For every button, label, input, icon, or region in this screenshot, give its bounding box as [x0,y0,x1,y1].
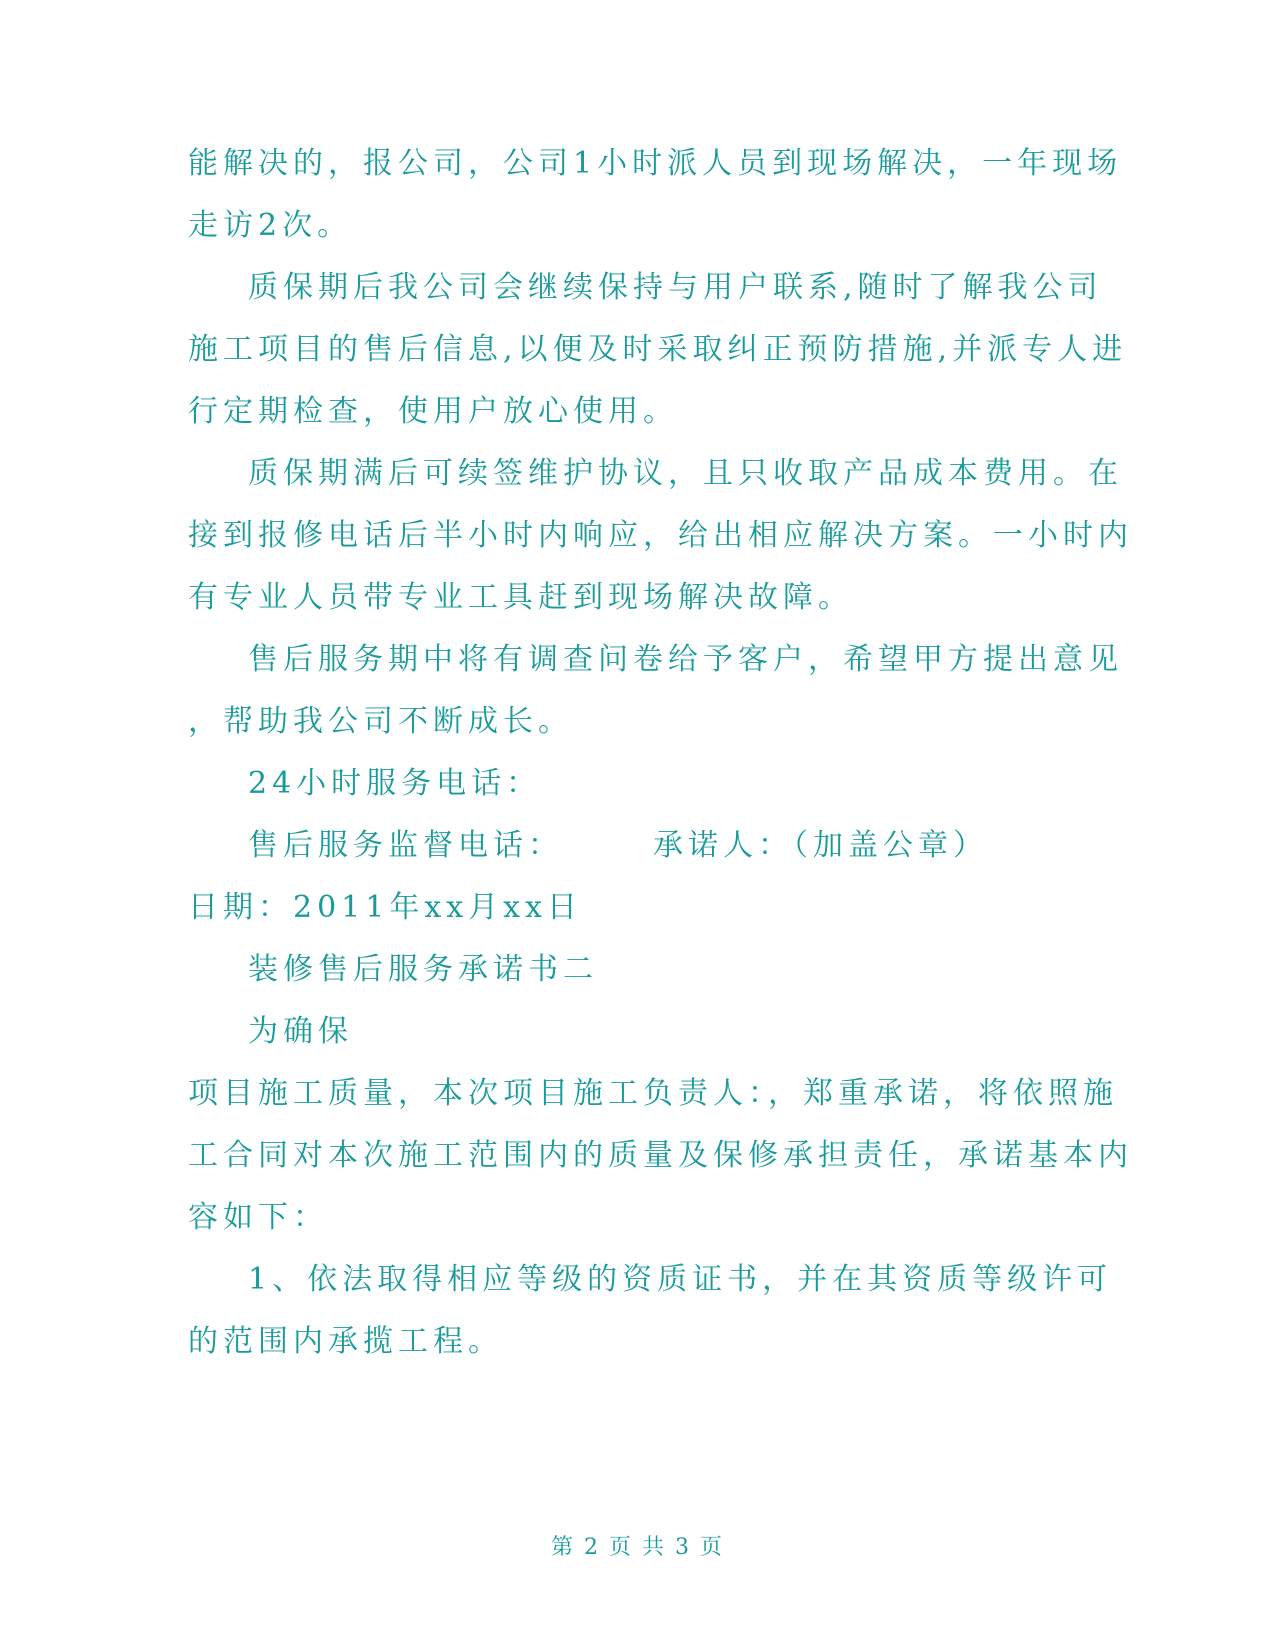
paragraph-line: 施工项目的售后信息,以便及时采取纠正预防措施,并派专人进 [188,332,1128,367]
list-item-line: 1、依法取得相应等级的资质证书，并在其资质等级许可 [248,1262,1113,1297]
paragraph-line: 为确保 [248,1014,353,1049]
paragraph-line: 有专业人员带专业工具赶到现场解决故障。 [188,580,853,615]
section-title: 装修售后服务承诺书二 [248,952,598,987]
supervision-phone-line: 售后服务监督电话： 承诺人：（加盖公章） [248,828,988,863]
paragraph-line: 售后服务期中将有调查问卷给予客户，希望甲方提出意见 [248,642,1123,677]
date-line: 日期：2011年xx月xx日 [188,890,583,925]
paragraph-line: 项目施工质量，本次项目施工负责人：，郑重承诺，将依照施 [188,1076,1118,1111]
list-item-line: 的范围内承揽工程。 [188,1324,503,1359]
paragraph-line: ，帮助我公司不断成长。 [188,704,573,739]
paragraph-line: 质保期后我公司会继续保持与用户联系,随时了解我公司 [248,270,1103,305]
paragraph-line: 接到报修电话后半小时内响应，给出相应解决方案。一小时内 [188,518,1133,553]
service-phone-line: 24小时服务电话： [248,766,542,801]
paragraph-line: 走访2次。 [188,208,353,243]
paragraph-line: 行定期检查，使用户放心使用。 [188,394,678,429]
paragraph-line: 质保期满后可续签维护协议，且只收取产品成本费用。在 [248,456,1123,491]
page-number-footer: 第 2 页 共 3 页 [551,1535,724,1560]
paragraph-line: 工合同对本次施工范围内的质量及保修承担责任，承诺基本内 [188,1138,1133,1173]
paragraph-line: 能解决的，报公司，公司1小时派人员到现场解决，一年现场 [188,146,1123,181]
paragraph-line: 容如下： [188,1200,328,1235]
